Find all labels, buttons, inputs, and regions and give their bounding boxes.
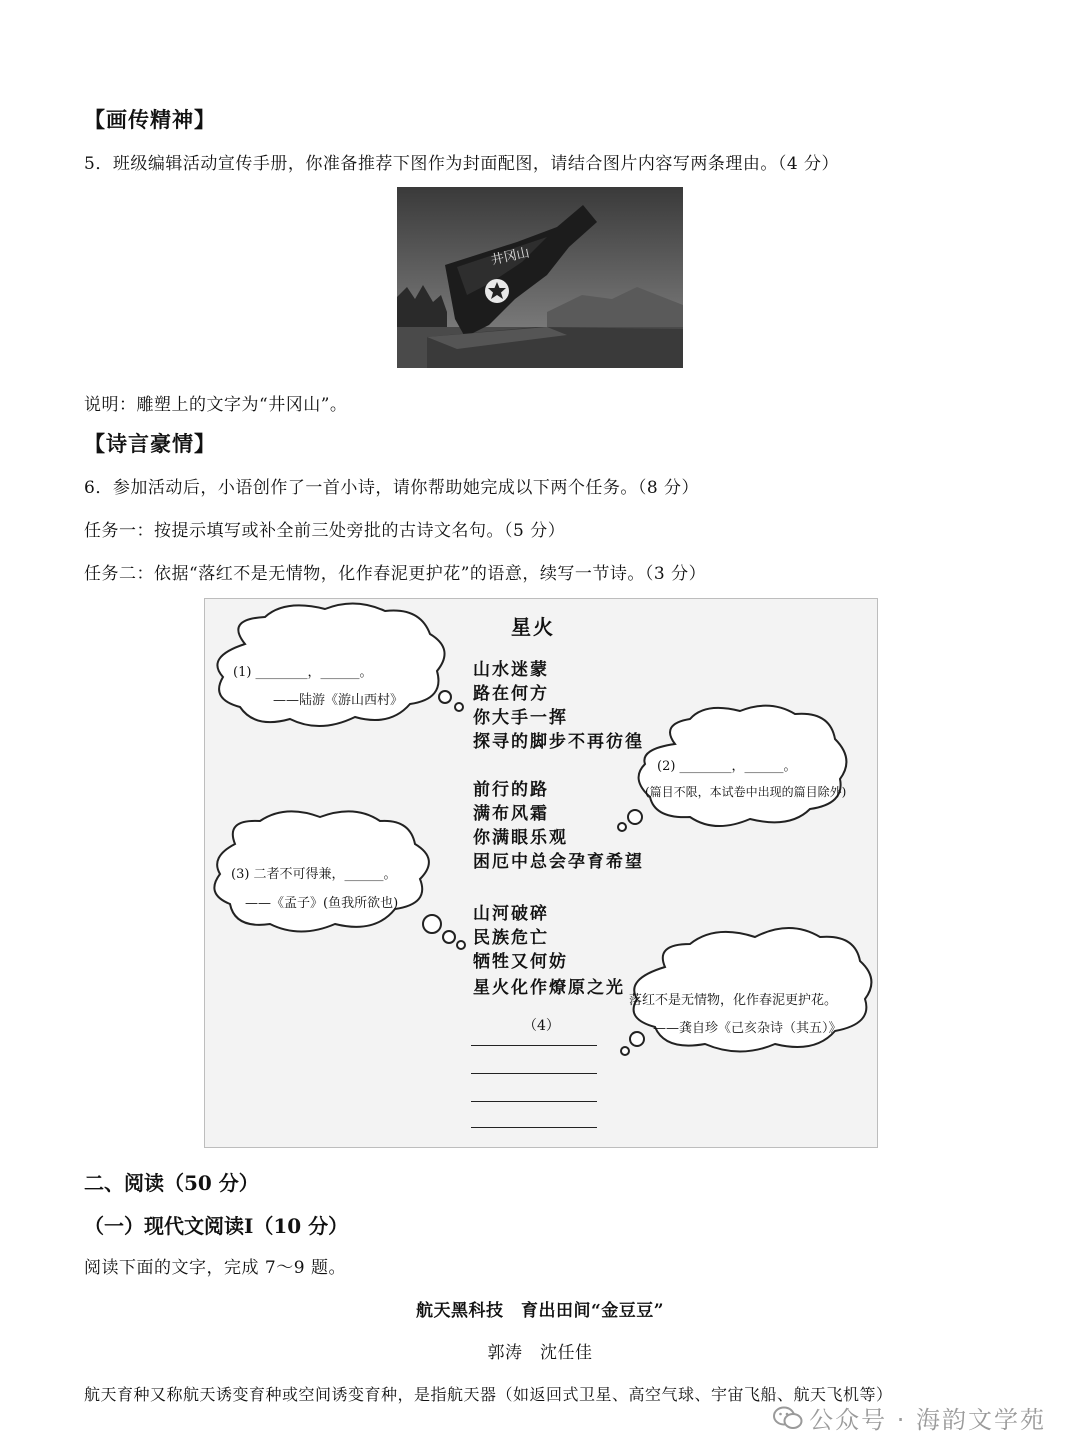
poem-line: 山水迷蒙 bbox=[473, 660, 549, 680]
answer-line bbox=[471, 1127, 597, 1128]
question-5: 5．班级编辑活动宣传手册，你准备推荐下图作为封面配图，请结合图片内容写两条理由。（4 分） bbox=[84, 154, 840, 174]
heading-art: 【画传精神】 bbox=[84, 107, 216, 132]
poem-line: 你大手一挥 bbox=[473, 708, 568, 728]
sculpture-inscription: 井冈山 bbox=[489, 245, 531, 269]
bubble-3-source: ——《孟子》(鱼我所欲也) bbox=[245, 896, 399, 911]
bubble-1-source: ——陆游《游山西村》 bbox=[273, 693, 404, 708]
section-reading: 二、阅读（50 分） bbox=[84, 1171, 259, 1195]
bubble-2-note: (篇目不限，本试卷中出现的篇目除外) bbox=[645, 785, 847, 799]
poem-line: 路在何方 bbox=[473, 684, 549, 704]
bubble-3-tail-dot bbox=[443, 931, 455, 943]
sculpture-photo bbox=[397, 187, 683, 368]
poem-line: 牺牲又何妨 bbox=[473, 952, 568, 972]
blank-4-label: （4） bbox=[523, 1018, 560, 1034]
bubble-4-quote: 落红不是无情物，化作春泥更护花。 bbox=[629, 993, 838, 1008]
bubble-2-tail-dot bbox=[618, 823, 626, 831]
bubble-1-tail-dot bbox=[439, 691, 451, 703]
article-authors: 郭涛 沈任佳 bbox=[487, 1343, 593, 1363]
poem-line: 民族危亡 bbox=[473, 928, 549, 948]
article-first-line: 航天育种又称航天诱变育种或空间诱变育种，是指航天器（如返回式卫星、高空气球、宇宙飞船、航天飞机等） bbox=[84, 1385, 893, 1404]
answer-line bbox=[471, 1073, 597, 1074]
poem-line: 探寻的脚步不再彷徨 bbox=[473, 732, 644, 752]
bubble-2-tail-dot bbox=[628, 810, 642, 824]
bubble-3-tail-dot bbox=[423, 915, 441, 933]
watermark bbox=[773, 1400, 1046, 1437]
heading-poem: 【诗言豪情】 bbox=[84, 431, 216, 456]
poem-line: 满布风霜 bbox=[473, 804, 549, 824]
bubble-1-prompt: (1) ________，______。 bbox=[233, 665, 373, 680]
poem-line: 星火化作燎原之光 bbox=[473, 978, 625, 998]
poem-line: 困厄中总会孕育希望 bbox=[473, 852, 644, 872]
poem-line: 你满眼乐观 bbox=[473, 828, 568, 848]
bubble-3-prompt: (3) 二者不可得兼，______。 bbox=[231, 867, 397, 882]
photo-note: 说明：雕塑上的文字为“井冈山”。 bbox=[84, 395, 348, 415]
bubble-2-prompt: (2) ________，______。 bbox=[657, 759, 797, 774]
sculpture-photo-graphic bbox=[397, 187, 683, 368]
bubble-4-source: ——龚自珍《己亥杂诗（其五）》 bbox=[653, 1021, 842, 1036]
reading-instruction: 阅读下面的文字，完成 7～9 题。 bbox=[84, 1258, 346, 1278]
wechat-icon bbox=[773, 1405, 803, 1437]
poem-figure bbox=[204, 598, 878, 1148]
question-6: 6．参加活动后，小语创作了一首小诗，请你帮助她完成以下两个任务。（8 分） bbox=[84, 478, 700, 498]
subsection-modern-reading: （一）现代文阅读Ⅰ（10 分） bbox=[84, 1214, 349, 1238]
answer-line bbox=[471, 1101, 597, 1102]
poem-title: 星火 bbox=[511, 615, 555, 639]
watermark-text: 公众号 · 海韵文学苑 bbox=[809, 1406, 1046, 1434]
bubble-4-tail-dot bbox=[630, 1032, 644, 1046]
answer-line bbox=[471, 1045, 597, 1046]
bubble-4-tail-dot bbox=[621, 1047, 629, 1055]
article-title: 航天黑科技 育出田间“金豆豆” bbox=[415, 1301, 665, 1321]
bubble-3-tail-dot bbox=[457, 941, 465, 949]
bubble-1-tail-dot bbox=[455, 703, 463, 711]
task-2: 任务二：依据“落红不是无情物，化作春泥更护花”的语意，续写一节诗。（3 分） bbox=[84, 564, 707, 584]
task-1: 任务一：按提示填写或补全前三处旁批的古诗文名句。（5 分） bbox=[84, 521, 566, 541]
poem-line: 山河破碎 bbox=[473, 904, 549, 924]
poem-line: 前行的路 bbox=[473, 780, 549, 800]
